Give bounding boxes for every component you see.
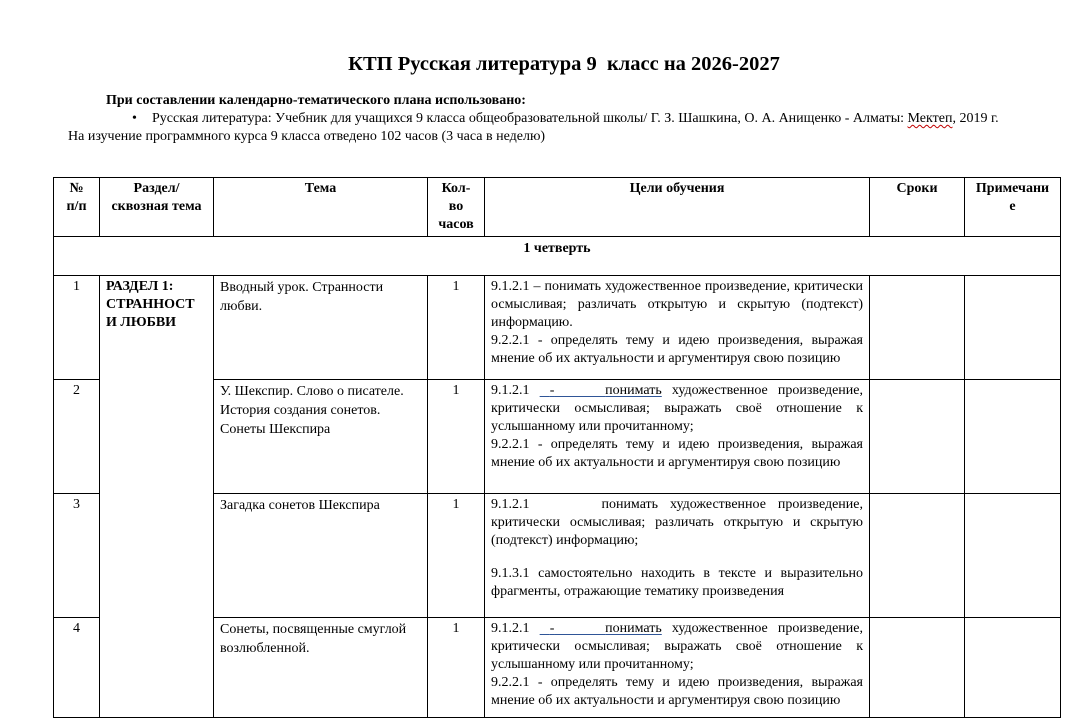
row-hours: 1 [428,618,485,718]
bullet-icon: • [132,111,137,126]
row-goals: 9.1.2.1 понимать художественное произведение, критически осмысливая; различать открытую и скрытую (подтекст) информацию; 9.1.3.1 самостоятельно находить в тексте и выразительно фрагменты, отражающие тематику произведения [485,494,870,618]
quarter-row [54,237,1061,276]
header-notes: Примечани е [965,178,1061,237]
section-cell: РАЗДЕЛ 1: СТРАННОСТ И ЛЮБВИ [100,276,214,718]
used-sources-heading: При составлении календарно-тематического плана использовано: [106,93,526,108]
row-hours: 1 [428,494,485,618]
header-terms: Сроки [870,178,965,237]
row-number: 1 [54,276,100,380]
row-terms [870,618,965,718]
hours-note: На изучение программного курса 9 класса отведено 102 часов (3 часа в неделю) [68,129,546,144]
row-notes [965,380,1061,494]
row-hours: 1 [428,380,485,494]
row-number: 4 [54,618,100,718]
row-notes [965,276,1061,380]
quarter-label: 1 четверть [54,237,1061,276]
row-topic: Сонеты, посвященные смуглой возлюбленной. [214,618,428,718]
source-bullet [132,111,999,127]
row-goals: 9.1.2.1 – понимать художественное произведение, критически осмысливая; различать открытую и скрытую (подтекст) информацию. 9.2.2.1 - определять тему и идею произведения, выражая мнение об их актуальности и аргументируя свою позицию [485,276,870,380]
header-row [54,178,1061,237]
ktp-table [53,177,1061,718]
source-text: Русская литература: Учебник для учащихся 9 класса общеобразовательной школы/ Г. З. Шашкина, О. А. Анищенко - Алматы: [152,111,908,126]
row-number: 2 [54,380,100,494]
row-notes [965,494,1061,618]
table-row [54,276,1061,380]
row-topic: Загадка сонетов Шекспира [214,494,428,618]
header-hours: Кол- во часов [428,178,485,237]
source-publisher: Мектеп [907,111,953,126]
row-topic: У. Шекспир. Слово о писателе. История создания сонетов. Сонеты Шекспира [214,380,428,494]
row-goals: 9.1.2.1 - понимать художественное произведение, критически осмысливая; выражать своё отношение к услышанному или прочитанному; 9.2.2.1 - определять тему и идею произведения, выражая мнение об их актуальности и аргументируя свою позицию [485,618,870,718]
source-year: , 2019 г. [952,111,999,126]
header-section: Раздел/ сквозная тема [100,178,214,237]
document-title: КТП Русская литература 9 класс на 2026-2027 [348,53,780,75]
row-goals: 9.1.2.1 - понимать художественное произведение, критически осмысливая; выражать своё отношение к услышанному или прочитанному; 9.2.2.1 - определять тему и идею произведения, выражая мнение об их актуальности и аргументируя свою позицию [485,380,870,494]
row-topic: Вводный урок. Странности любви. [214,276,428,380]
row-terms [870,494,965,618]
row-terms [870,380,965,494]
row-notes [965,618,1061,718]
row-hours: 1 [428,276,485,380]
header-goals: Цели обучения [485,178,870,237]
header-num: № п/п [54,178,100,237]
header-topic: Тема [214,178,428,237]
row-terms [870,276,965,380]
row-number: 3 [54,494,100,618]
